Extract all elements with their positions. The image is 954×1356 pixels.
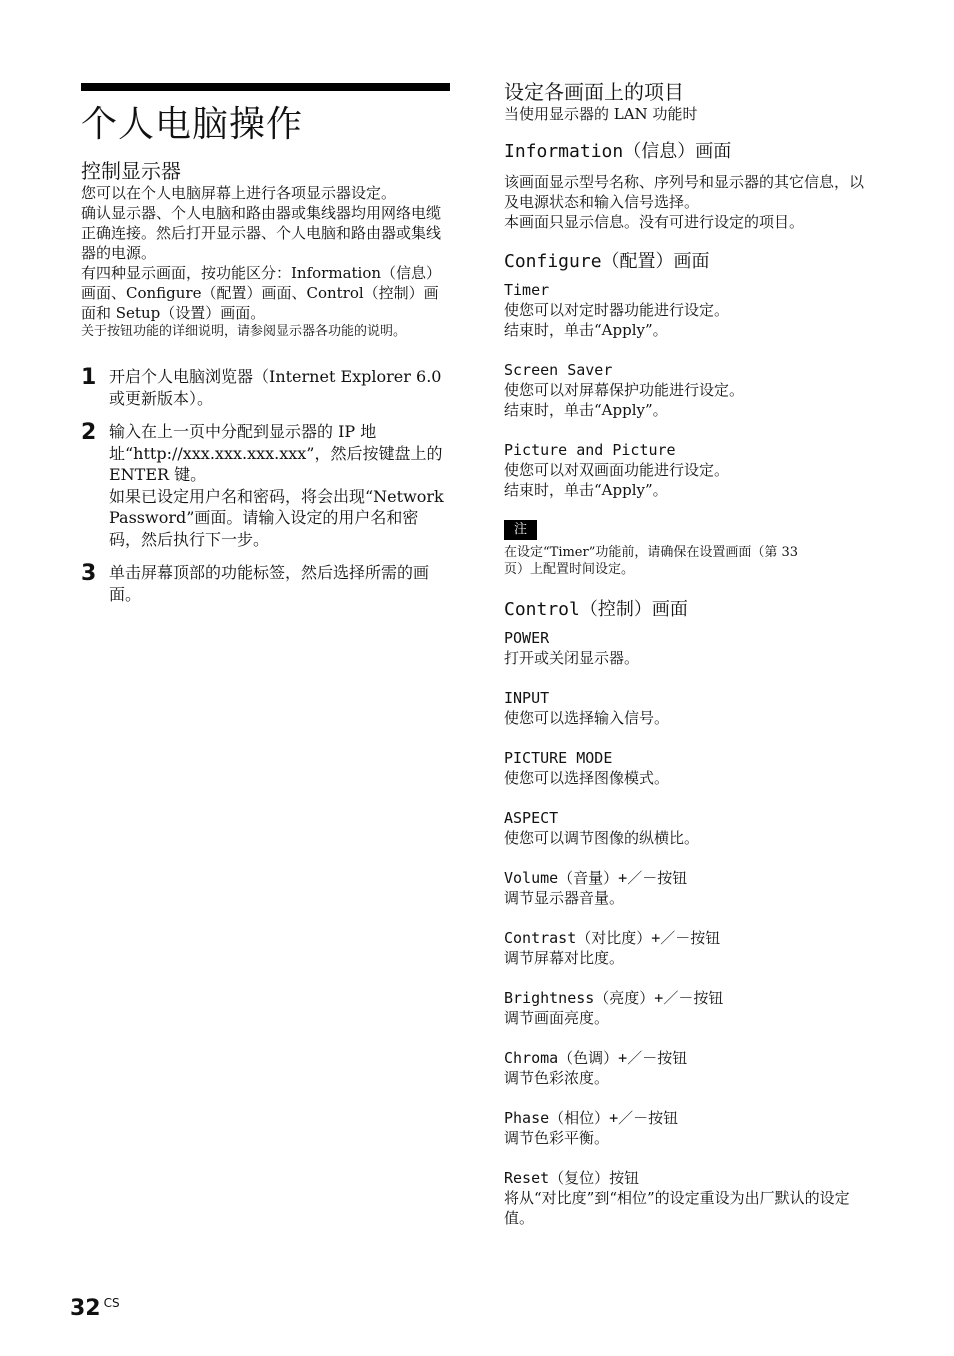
step-number: 1	[81, 365, 97, 390]
item-desc: 使您可以对屏幕保护功能进行设定。	[504, 381, 745, 399]
item-title: Volume（音量）+／－按钮	[504, 869, 688, 887]
item-title: Contrast（对比度）+／－按钮	[504, 929, 721, 947]
configure-section	[504, 250, 876, 578]
item-desc: 调节显示器音量。	[504, 889, 625, 907]
note-text: 在设定“Timer”功能前，请确保在设置画面（第 33 页）上配置时间设定。	[504, 545, 799, 577]
step-text-group	[109, 421, 450, 550]
control-section	[504, 598, 876, 1228]
control-item	[504, 868, 876, 908]
item-title: Phase（相位）+／－按钮	[504, 1109, 679, 1127]
control-item	[504, 688, 876, 728]
information-heading: Information（信息）画面	[504, 141, 732, 162]
section-heading-items: 设定各画面上的项目	[504, 80, 684, 104]
item-desc: 调节屏幕对比度。	[504, 949, 625, 967]
control-item	[504, 748, 876, 788]
title-rule	[81, 83, 450, 91]
item-desc: 使您可以对双画面功能进行设定。	[504, 461, 730, 479]
item-desc: 使您可以对定时器功能进行设定。	[504, 301, 730, 319]
item-desc: 调节色彩平衡。	[504, 1129, 610, 1147]
item-title: PICTURE MODE	[504, 749, 613, 767]
intro-paragraph-1: 您可以在个人电脑屏幕上进行各项显示器设定。	[81, 184, 397, 202]
item-desc: 打开或关闭显示器。	[504, 649, 640, 667]
control-heading: Control（控制）画面	[504, 599, 688, 620]
item-title: ASPECT	[504, 809, 559, 827]
control-item	[504, 988, 876, 1028]
left-column	[81, 83, 450, 617]
intro-paragraph-2: 确认显示器、个人电脑和路由器或集线器均用网络电缆正确连接。然后打开显示器、个人电脑和路由器或集线器的电源。	[81, 204, 442, 262]
item-title: INPUT	[504, 689, 550, 707]
step-text: 开启个人电脑浏览器（Internet Explorer 6.0 或更新版本）。	[109, 367, 442, 408]
control-item	[504, 1168, 876, 1228]
information-paragraph-2: 本画面只显示信息。没有可进行设定的项目。	[504, 213, 805, 231]
item-title: Timer	[504, 281, 550, 299]
page-title: 个人电脑操作	[81, 104, 304, 145]
section-subheading: 当使用显示器的 LAN 功能时	[504, 105, 698, 123]
section-heading-control-monitor: 控制显示器	[81, 159, 181, 183]
item-desc: 使您可以选择图像模式。	[504, 769, 670, 787]
intro-paragraph-3: 有四种显示画面，按功能区分：Information（信息）画面、Configure（配置）画面、Control（控制）画面和 Setup（设置）画面。	[81, 264, 442, 322]
page-footer	[70, 1296, 120, 1321]
steps-list	[81, 366, 450, 605]
item-desc: 使您可以调节图像的纵横比。	[504, 829, 700, 847]
step-text: 单击屏幕顶部的功能标签，然后选择所需的画面。	[109, 563, 430, 604]
right-column	[504, 80, 876, 1228]
item-desc: 结束时，单击“Apply”。	[504, 321, 668, 339]
item-desc: 结束时，单击“Apply”。	[504, 401, 668, 419]
information-section	[504, 140, 876, 232]
control-item	[504, 1048, 876, 1088]
configure-heading: Configure（配置）画面	[504, 251, 710, 272]
item-title: Screen Saver	[504, 361, 613, 379]
step-number: 3	[81, 561, 97, 586]
control-item	[504, 808, 876, 848]
item-title: Reset（复位）按钮	[504, 1169, 640, 1187]
control-item	[504, 928, 876, 968]
configure-item	[504, 440, 876, 500]
item-desc: 结束时，单击“Apply”。	[504, 481, 668, 499]
item-desc: 调节色彩浓度。	[504, 1069, 610, 1087]
step-text-continued: 如果已设定用户名和密码，将会出现“Network Password”画面。请输入设定的用户名和密码，然后执行下一步。	[109, 486, 444, 549]
step-number: 2	[81, 420, 97, 445]
page-suffix: CS	[103, 1296, 120, 1310]
configure-item	[504, 280, 876, 340]
item-title: Brightness（亮度）+／－按钮	[504, 989, 724, 1007]
note-label: 注	[504, 520, 537, 540]
step-3	[81, 562, 450, 605]
page-number: 32	[70, 1296, 101, 1321]
item-title: Picture and Picture	[504, 441, 676, 459]
configure-item	[504, 360, 876, 420]
information-paragraph-1: 该画面显示型号名称、序列号和显示器的其它信息，以及电源状态和输入信号选择。	[504, 173, 865, 211]
step-1	[81, 366, 450, 409]
control-item	[504, 1108, 876, 1148]
control-item	[504, 628, 876, 668]
item-desc: 将从“对比度”到“相位”的设定重设为出厂默认的设定值。	[504, 1189, 850, 1227]
item-title: Chroma（色调）+／－按钮	[504, 1049, 688, 1067]
step-2	[81, 421, 450, 550]
item-desc: 使您可以选择输入信号。	[504, 709, 670, 727]
step-text: 输入在上一页中分配到显示器的 IP 地址“http://xxx.xxx.xxx.xxx”，然后按键盘上的 ENTER 键。	[109, 422, 443, 484]
intro-paragraph-4: 关于按钮功能的详细说明，请参阅显示器各功能的说明。	[81, 324, 407, 339]
item-desc: 调节画面亮度。	[504, 1009, 610, 1027]
item-title: POWER	[504, 629, 550, 647]
